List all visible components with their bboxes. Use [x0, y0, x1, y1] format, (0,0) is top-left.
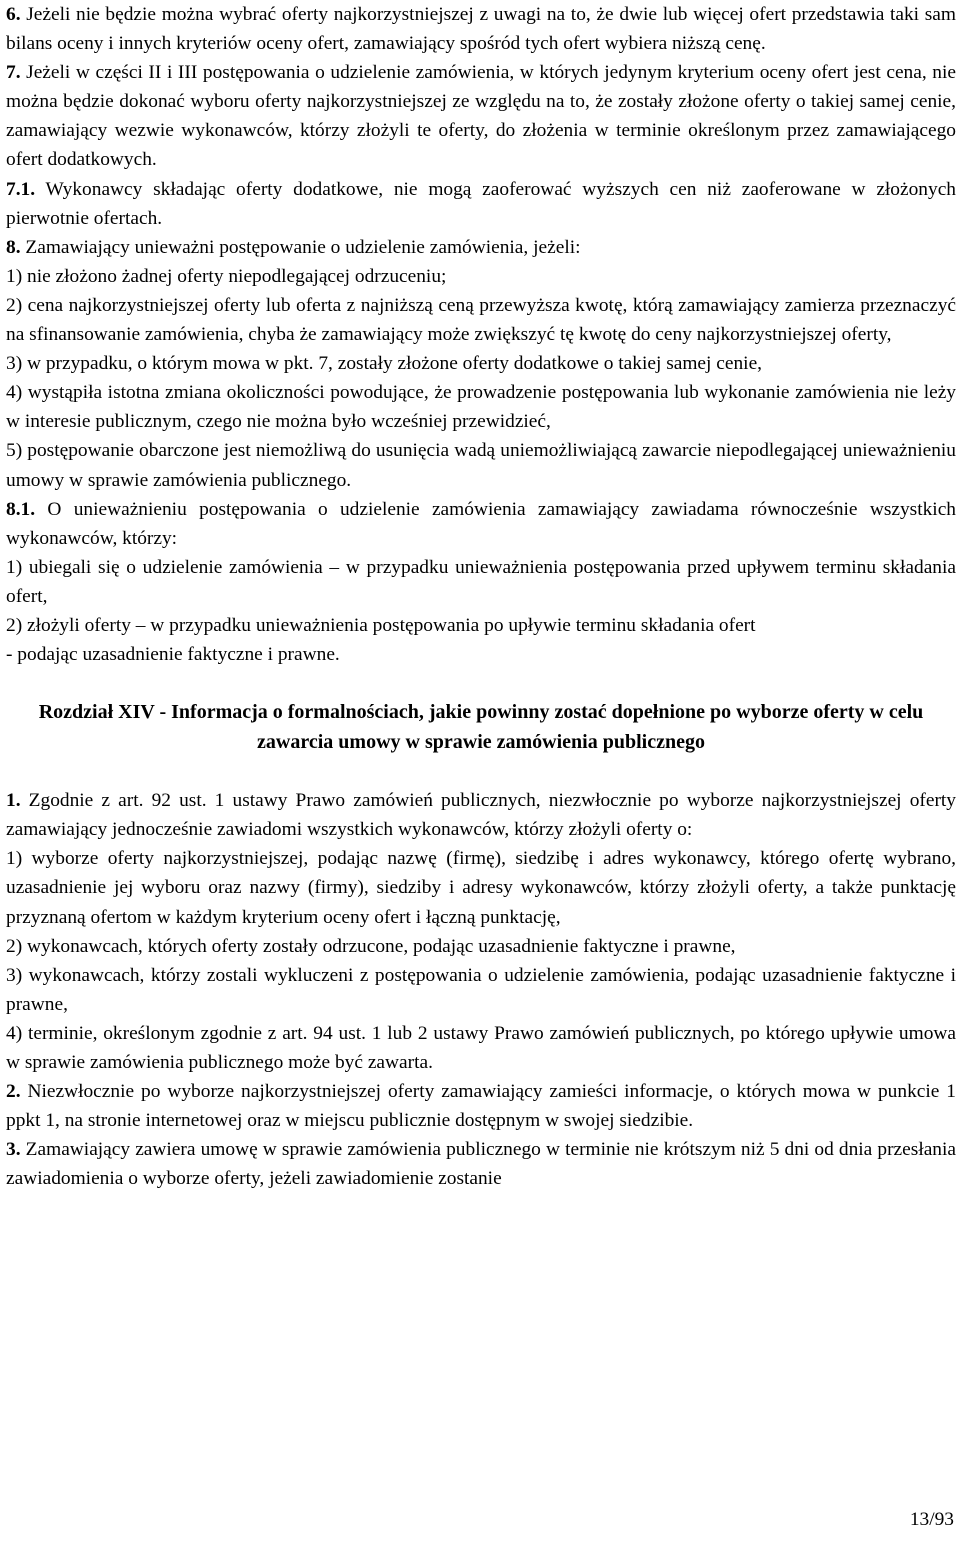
paragraph-3: [6, 1135, 956, 1193]
list-item: [6, 262, 956, 291]
list-item-text: 4) terminie, określonym zgodnie z art. 94 ust. 1 lub 2 ustawy Prawo zamówień publicznych, po którego upływie umowa w sprawie zamówienia publicznego może być zawarta.: [6, 1022, 956, 1073]
paragraph-number: 7.1.: [6, 178, 36, 200]
list-item-text: 2) cena najkorzystniejszej oferty lub oferta z najniższą ceną przewyższa kwotę, którą zamawiający zamierza przeznaczyć na sfinansowanie zamówienia, chyba że zamawiający może zwiększyć tę kwotę do ceny najkorzystniejszej oferty,: [6, 294, 956, 346]
page-number: 13/93: [909, 1509, 954, 1530]
paragraph-text: Zamawiający zawiera umowę w sprawie zamówienia publicznego w terminie nie krótszym niż 5 dni od dnia przesłania zawiadomienia o wyborze oferty, jeżeli zawiadomienie zostanie: [6, 1139, 956, 1190]
list-item-text: 1) wyborze oferty najkorzystniejszej, podając nazwę (firmę), siedzibę i adres wykonawcy, którego ofertę wybrano, uzasadnienie jej wyboru oraz nazwy (firmy), siedziby i adresy wykonawców, którzy złożyli oferty, a także punktację przyznaną ofertom w każdym kryterium oceny ofert i łączną punktację,: [6, 848, 956, 928]
paragraph-text: Niezwłocznie po wyborze najkorzystniejszej oferty zamawiający zamieści informacje, o których mowa w punkcie 1 ppkt 1, na stronie internetowej oraz w miejscu publicznie dostępnym w swojej siedzibie.: [6, 1081, 956, 1132]
list-item: [6, 640, 956, 669]
paragraph-8-1: [6, 495, 956, 553]
paragraph-number: 2.: [6, 1081, 21, 1103]
section-items-after: [6, 786, 956, 1193]
paragraph-8: [6, 233, 956, 262]
list-item-text: 3) wykonawcach, którzy zostali wykluczeni z postępowania o udzielenie zamówienia, podając uzasadnienie faktyczne i prawne,: [6, 964, 956, 1015]
paragraph-number: 1.: [6, 790, 21, 812]
paragraph-2: [6, 1077, 956, 1135]
list-item: [6, 378, 956, 436]
document-page: [6, 0, 956, 1193]
paragraph-number: 8.1.: [6, 498, 36, 520]
list-item-text: 1) nie złożono żadnej oferty niepodlegającej odrzuceniu;: [6, 265, 447, 287]
paragraph-text: Zgodnie z art. 92 ust. 1 ustawy Prawo zamówień publicznych, niezwłocznie po wyborze najkorzystniejszej oferty zamawiający jednocześnie zawiadomi wszystkich wykonawców, którzy złożyli oferty o:: [6, 790, 956, 841]
list-item: [6, 349, 956, 378]
paragraph-1: [6, 786, 956, 844]
paragraph-number: 3.: [6, 1139, 21, 1161]
paragraph-number: 8.: [6, 236, 21, 258]
paragraph-number: 6.: [6, 4, 21, 25]
list-item: [6, 932, 956, 961]
list-item: [6, 436, 956, 494]
paragraph-7-1: [6, 175, 956, 233]
paragraph-text: O unieważnieniu postępowania o udzielenie zamówienia zamawiający zawiadama równocześnie wszystkich wykonawców, którzy:: [6, 498, 956, 549]
list-item-text: 3) w przypadku, o którym mowa w pkt. 7, zostały złożone oferty dodatkowe o takiej samej cenie,: [6, 353, 763, 375]
list-item: [6, 611, 956, 640]
chapter-heading: Rozdział XIV - Informacja o formalnościach, jakie powinny zostać dopełnione po wyborze oferty w celu zawarcia umowy w sprawie zamówienia publicznego: [38, 701, 924, 753]
paragraph-number: 7.: [6, 62, 21, 84]
list-item-text: 2) wykonawcach, których oferty zostały odrzucone, podając uzasadnienie faktyczne i prawne,: [6, 935, 736, 957]
paragraph-7: [6, 58, 956, 174]
spacer: [6, 757, 956, 786]
paragraph-text: Zamawiający unieważni postępowanie o udzielenie zamówienia, jeżeli:: [20, 236, 581, 258]
paragraph-text: Jeżeli w części II i III postępowania o udzielenie zamówienia, w których jedynym kryterium oceny ofert jest cena, nie można będzie dokonać wyboru oferty najkorzystniejszej ze względu na to, że zostały złożone oferty o takiej samej cenie, zamawiający wezwie wykonawców, którzy złożyli te oferty, do złożenia w terminie określonym przez zamawiającego ofert dodatkowych.: [6, 62, 956, 171]
paragraph-text: Jeżeli nie będzie można wybrać oferty najkorzystniejszej z uwagi na to, że dwie lub więcej ofert przedstawia taki sam bilans oceny i innych kryteriów oceny ofert, zamawiający spośród tych ofert wybiera niższą cenę.: [6, 4, 956, 55]
paragraph-text: Wykonawcy składając oferty dodatkowe, nie mogą zaoferować wyższych cen niż zaoferowane w złożonych pierwotnie ofertach.: [6, 178, 956, 229]
list-item: [6, 553, 956, 611]
list-item: [6, 961, 956, 1019]
section-items-before: [6, 0, 956, 669]
spacer: [6, 669, 956, 698]
list-item-text: - podając uzasadnienie faktyczne i prawne.: [6, 644, 340, 666]
list-item: [6, 1019, 956, 1077]
list-item: [6, 291, 956, 349]
list-item-text: 1) ubiegali się o udzielenie zamówienia – w przypadku unieważnienia postępowania przed upływem terminu składania ofert,: [6, 556, 956, 607]
list-item: [6, 844, 956, 931]
list-item-text: 4) wystąpiła istotna zmiana okoliczności powodujące, że prowadzenie postępowania lub wykonanie zamówienia nie leży w interesie publicznym, czego nie można było wcześniej przewidzieć,: [6, 382, 956, 433]
list-item-text: 2) złożyli oferty – w przypadku unieważnienia postępowania po upływie terminu składania ofert: [6, 614, 756, 636]
paragraph-6: [6, 0, 956, 58]
list-item-text: 5) postępowanie obarczone jest niemożliwą do usunięcia wadą uniemożliwiającą zawarcie niepodlegającej unieważnieniu umowy w sprawie zamówienia publicznego.: [6, 440, 956, 491]
